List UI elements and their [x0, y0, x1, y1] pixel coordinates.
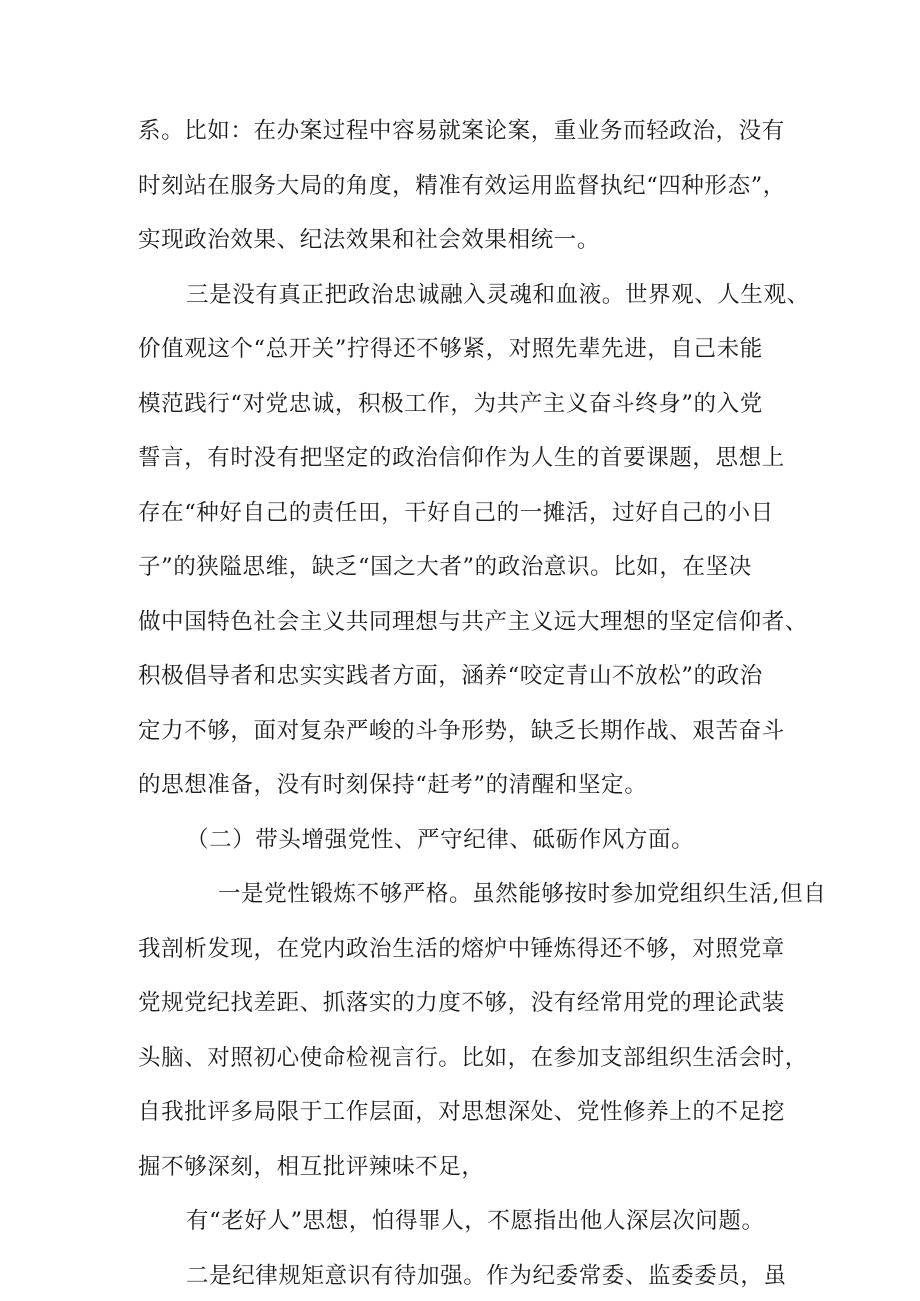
body-text-line: 模范践行“对党忠诚，积极工作，为共产主义奋斗终身”的入党 — [138, 391, 763, 417]
body-text-line: 誓言，有时没有把坚定的政治信仰作为人生的首要课题，思想上 — [138, 445, 785, 471]
body-text-line: 掘不够深刻，相互批评辣味不足， — [138, 1154, 485, 1180]
body-text-line: 价值观这个“总开关”拧得还不够紧，对照先辈先进，自己未能 — [138, 336, 763, 362]
body-text-line: 时刻站在服务大局的角度，精准有效运用监督执纪“四种形态”， — [138, 173, 786, 199]
body-text-line: 我剖析发现，在党内政治生活的熔炉中锤炼得还不够，对照党章 — [138, 936, 785, 962]
body-text-line: 实现政治效果、纪法效果和社会效果相统一。 — [138, 227, 601, 253]
body-text-line: 有“老好人”思想，怕得罪人，不愿指出他人深层次问题。 — [186, 1208, 765, 1234]
body-text-line: 党规党纪找差距、抓落实的力度不够，没有经常用党的理论武装 — [138, 990, 785, 1016]
paragraph-start-line: 一是党性锻炼不够严格。虽然能够按时参加党组织生活,但自 — [218, 881, 827, 907]
section-heading: （二）带头增强党性、严守纪律、砥砺作风方面。 — [186, 827, 695, 853]
body-text-line: 定力不够，面对复杂严峻的斗争形势，缺乏长期作战、艰苦奋斗 — [138, 718, 785, 744]
paragraph-start-line: 二是纪律规矩意识有待加强。作为纪委常委、监委委员，虽 — [186, 1263, 787, 1289]
paragraph-start-line: 三是没有真正把政治忠诚融入灵魂和血液。世界观、人生观、 — [186, 282, 810, 308]
body-text-line: 做中国特色社会主义共同理想与共产主义远大理想的坚定信仰者、 — [138, 609, 808, 635]
body-text-line: 自我批评多局限于工作层面，对思想深处、党性修养上的不足挖 — [138, 1099, 785, 1125]
body-text-line: 积极倡导者和忠实实践者方面，涵养“咬定青山不放松”的政治 — [138, 663, 763, 689]
body-text-line: 系。比如：在办案过程中容易就案论案，重业务而轻政治，没有 — [138, 118, 785, 144]
body-text-line: 头脑、对照初心使命检视言行。比如，在参加支部组织生活会时， — [138, 1045, 808, 1071]
body-text-line: 的思想准备，没有时刻保持“赶考”的清醒和坚定。 — [138, 772, 648, 798]
body-text-line: 存在“种好自己的责任田，干好自己的一摊活，过好自己的小日 — [138, 500, 774, 526]
body-text-line: 子”的狭隘思维，缺乏“国之大者”的政治意识。比如，在坚决 — [138, 554, 752, 580]
